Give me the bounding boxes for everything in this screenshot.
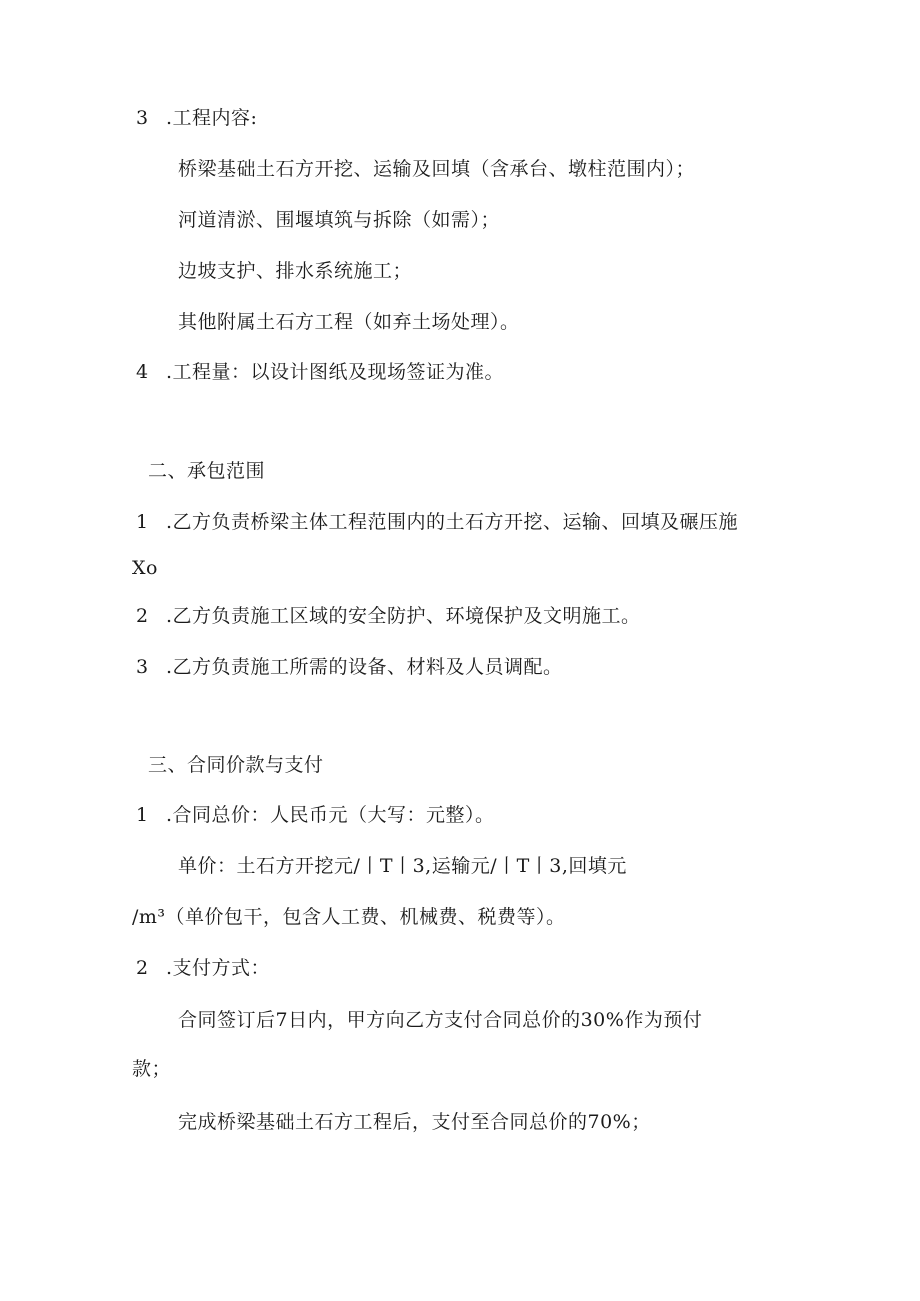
- item-text: .工程量：以设计图纸及现场签证为准。: [166, 361, 505, 383]
- item-text: .支付方式：: [166, 957, 271, 979]
- content-line-4: 其他附属土石方工程（如弃土场处理）。: [178, 311, 520, 333]
- content-line-3: 边坡支护、排水系统施工；: [178, 260, 413, 282]
- item-number: 3: [136, 107, 149, 129]
- s3-item-2: [136, 956, 270, 980]
- section-2-heading: 二、承包范围: [148, 460, 266, 482]
- s2-item-1: [136, 510, 738, 534]
- item-number: 4: [136, 361, 149, 383]
- item-3-engineering-content: [136, 106, 257, 130]
- item-text: .乙方负责施工区域的安全防护、环境保护及文明施工。: [166, 605, 641, 627]
- payment-line-1: 合同签订后7日内，甲方向乙方支付合同总价的30%作为预付: [178, 1009, 703, 1031]
- item-number: 2: [136, 605, 149, 627]
- item-text: .乙方负责桥梁主体工程范围内的土石方开挖、运输、回填及碾压施: [166, 511, 739, 533]
- item-text: .合同总价：人民币元（大写：元整）。: [166, 804, 495, 826]
- item-number: 3: [136, 656, 149, 678]
- s3-item-1: [136, 803, 495, 827]
- item-number: 2: [136, 957, 149, 979]
- item-text: .工程内容:: [166, 107, 258, 129]
- item-number: 1: [136, 511, 149, 533]
- item-4-quantity: [136, 360, 504, 384]
- payment-line-1-continuation: 款；: [132, 1058, 172, 1080]
- unit-price-continuation: /m³（单价包干，包含人工费、机械费、税费等）。: [132, 906, 566, 928]
- content-line-2: 河道清淤、围堰填筑与拆除（如需）；: [178, 209, 501, 231]
- section-3-heading: 三、合同价款与支付: [148, 754, 324, 776]
- content-line-1: 桥梁基础土石方开挖、运输及回填（含承台、墩柱范围内）；: [178, 158, 696, 180]
- payment-line-2: 完成桥梁基础土石方工程后，支付至合同总价的70%；: [178, 1111, 651, 1133]
- item-number: 1: [136, 804, 149, 826]
- s2-item-2: [136, 604, 641, 628]
- s2-item-3: [136, 655, 563, 679]
- item-text: .乙方负责施工所需的设备、材料及人员调配。: [166, 656, 563, 678]
- unit-price-line: 单价：土石方开挖元/丨T丨3,运输元/丨T丨3,回填元: [178, 855, 627, 877]
- s2-item-1-continuation: Xo: [132, 557, 158, 579]
